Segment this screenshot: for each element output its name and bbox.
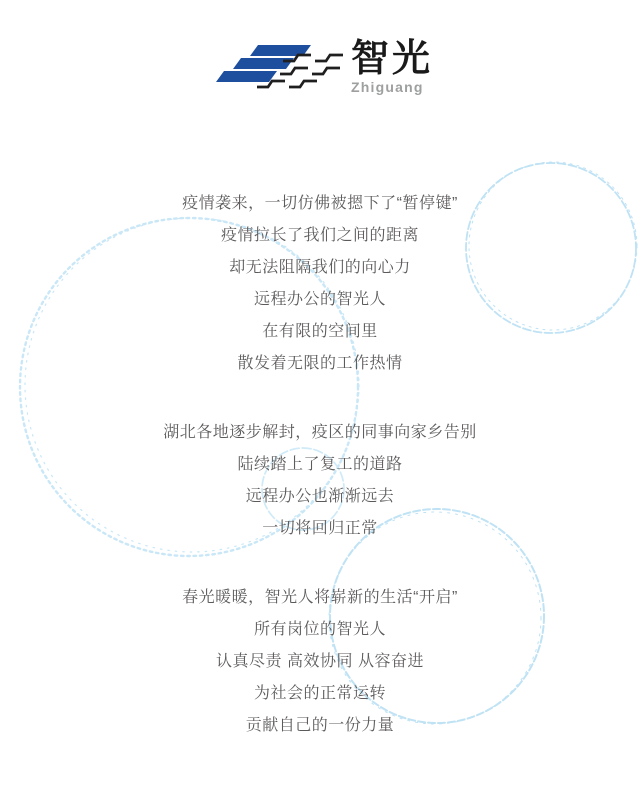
article-line: 认真尽责 高效协同 从容奋进 [216, 653, 424, 670]
article-line: 疫情袭来，一切仿佛被摁下了“暂停键” [182, 195, 458, 212]
stanza-3 [0, 582, 640, 742]
article-body [0, 188, 640, 779]
logo-name-en: Zhiguang [350, 79, 424, 95]
article-line: 湖北各地逐步解封，疫区的同事向家乡告别 [163, 424, 477, 441]
logo-header [0, 38, 640, 96]
article-line: 春光暖暖，智光人将崭新的生活“开启” [182, 589, 458, 606]
article-line: 一切将回归正常 [262, 520, 378, 537]
stanza-2 [0, 417, 640, 545]
stanza-1 [0, 188, 640, 380]
article-line: 散发着无限的工作热情 [237, 355, 403, 372]
logo-text [351, 39, 433, 95]
article-line: 远程办公的智光人 [253, 291, 386, 308]
article-line: 所有岗位的智光人 [253, 621, 386, 638]
article-line: 贡献自己的一份力量 [245, 717, 395, 734]
zhiguang-logo-icon [207, 42, 344, 96]
article-line: 疫情拉长了我们之间的距离 [220, 227, 419, 244]
logo-name-cn: 智光 [350, 38, 433, 80]
zhiguang-logo [207, 38, 433, 96]
article-line: 在有限的空间里 [262, 323, 378, 340]
article-line: 远程办公也渐渐远去 [245, 488, 395, 505]
article-line: 陆续踏上了复工的道路 [237, 456, 403, 473]
article-line: 为社会的正常运转 [253, 685, 386, 702]
article-line: 却无法阻隔我们的向心力 [229, 259, 411, 276]
